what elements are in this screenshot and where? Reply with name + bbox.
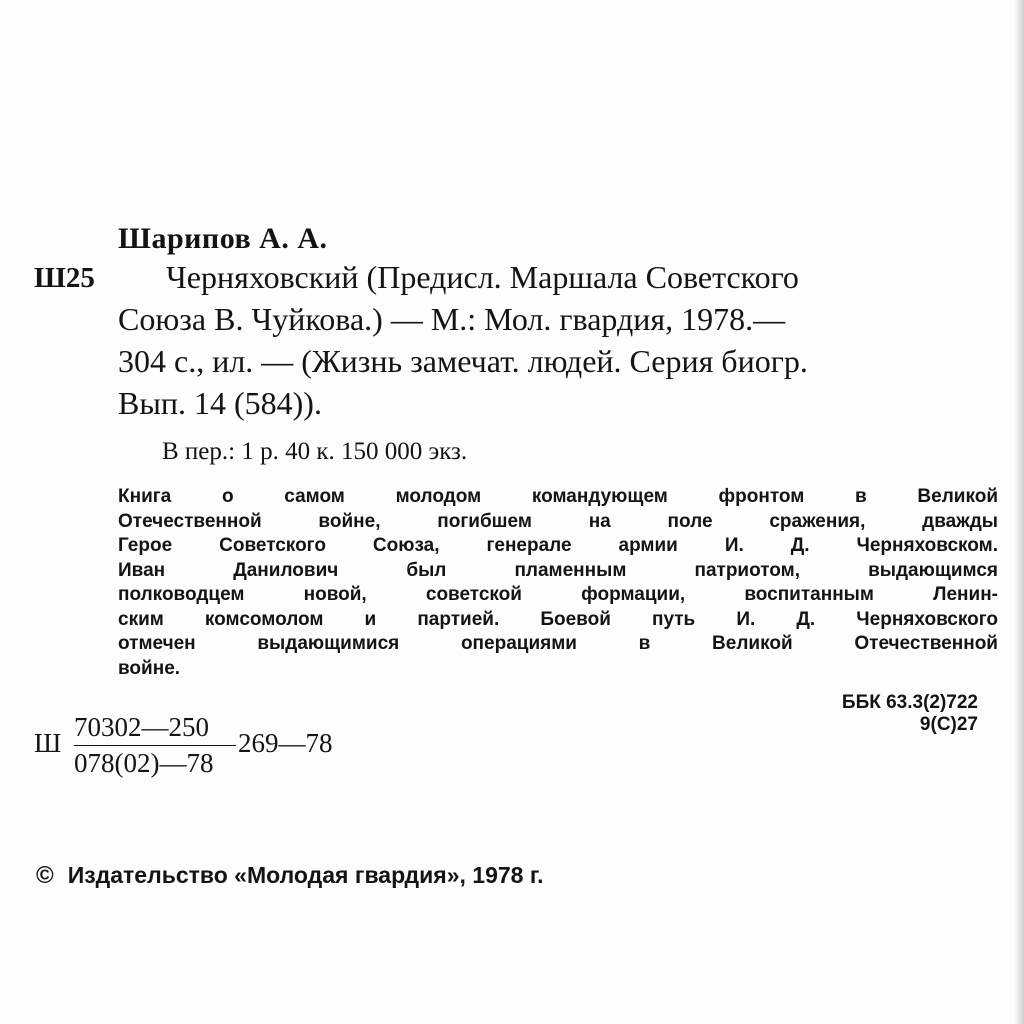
- annotation-line: Иван Данилович был пламенным патриотом, выдающимся: [118, 559, 998, 581]
- annotation-line: Книга о самом молодом командующем фронтом в Великой: [118, 486, 998, 507]
- classification-code: Ш25: [34, 262, 95, 294]
- annotation-line: Отечественной войне, погибшем на поле сражения, дважды: [118, 510, 998, 532]
- index-fraction: [74, 710, 236, 780]
- page-edge-shadow: [1014, 0, 1024, 1024]
- bbk-subcode: 9(С)27: [919, 714, 978, 735]
- index-numerator: 70302—250: [74, 710, 236, 746]
- annotation-line: отмечен выдающимися операциями в Великой Отечественной: [118, 633, 998, 654]
- index-letter: Ш: [34, 728, 62, 758]
- bibliography-line: Вып. 14 (584)).: [118, 385, 322, 421]
- bibliography-line: 304 с., ил. — (Жизнь замечат. людей. Серия биогр.: [118, 343, 808, 379]
- bibliography-line: Черняховский (Предисл. Маршала Советского: [166, 259, 799, 295]
- bibliography-line: Союза В. Чуйкова.) — М.: Мол. гвардия, 1978.—: [118, 301, 786, 337]
- bbk-classification: [842, 692, 978, 736]
- bbk-code: ББК 63.3(2)722: [841, 692, 978, 713]
- annotation-line: ским комсомолом и партией. Боевой путь И. Д. Черняховского: [118, 608, 998, 630]
- annotation-line: Герое Советского Союза, генерале армии И. Д. Черняховском.: [118, 535, 998, 556]
- book-annotation: [118, 485, 998, 681]
- copyright-text: Издательство «Молодая гвардия», 1978 г.: [67, 862, 544, 888]
- annotation-line: полководцем новой, советской формации, воспитанным Ленин-: [118, 584, 998, 605]
- copyright-line: [36, 862, 544, 890]
- index-tail: 269—78: [238, 728, 333, 758]
- copyright-icon: ©: [36, 862, 54, 889]
- bibliographic-description: [118, 256, 998, 424]
- index-denominator: 078(02)—78: [74, 748, 214, 778]
- annotation-line: войне.: [118, 657, 181, 679]
- author-name: Шарипов А. А.: [118, 222, 328, 255]
- price-and-print-run: В пер.: 1 р. 40 к. 150 000 экз.: [162, 438, 468, 465]
